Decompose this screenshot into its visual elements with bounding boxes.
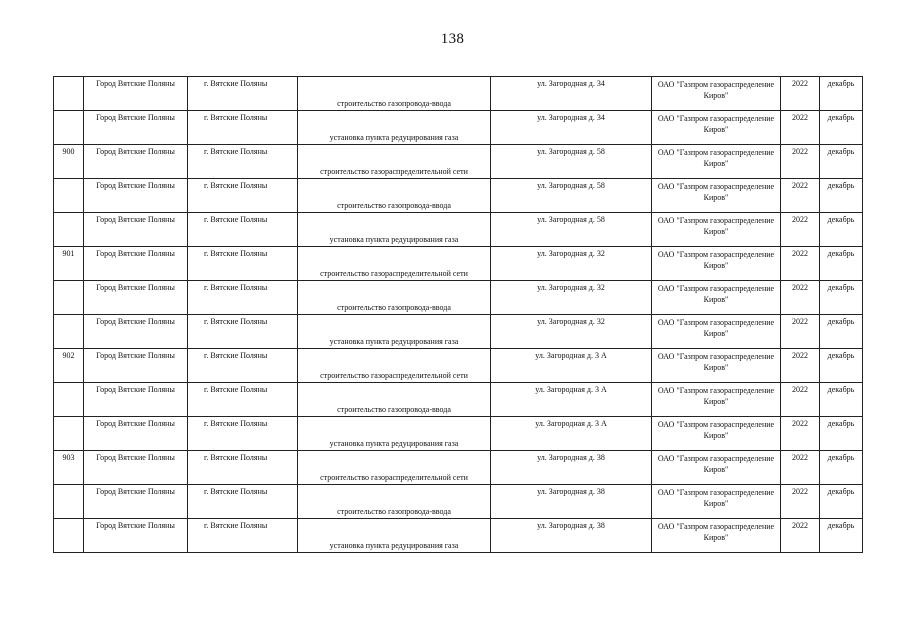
work-type-cell: [298, 383, 491, 417]
row-number-cell-text: [54, 519, 83, 521]
year-cell-text: 2022: [792, 283, 808, 292]
locality-cell-text: г. Вятские Поляны: [204, 79, 268, 88]
work-type-cell-text: строительство газораспределительной сети: [320, 167, 468, 176]
year-cell: [781, 519, 820, 553]
table-row: [54, 281, 863, 315]
address-cell-text: ул. Загородная д. 38: [537, 521, 605, 530]
table-row: [54, 77, 863, 111]
municipality-cell: [84, 349, 188, 383]
work-type-cell: [298, 417, 491, 451]
work-type-cell-text: установка пункта редуцирования газа: [329, 337, 459, 346]
address-cell-text: ул. Загородная д. 38: [537, 487, 605, 496]
address-cell: [491, 349, 652, 383]
address-cell: [491, 77, 652, 111]
work-type-cell: [298, 77, 491, 111]
work-type-cell: [298, 179, 491, 213]
municipality-cell: [84, 111, 188, 145]
organization-cell: [652, 111, 781, 145]
year-cell-text: 2022: [792, 249, 808, 258]
month-cell-text: декабрь: [827, 385, 855, 394]
row-number-cell-text: 900: [62, 147, 75, 156]
municipality-cell: [84, 281, 188, 315]
municipality-cell-text: Город Вятские Поляны: [96, 283, 175, 292]
address-cell: [491, 179, 652, 213]
month-cell-text: декабрь: [827, 181, 855, 190]
municipality-cell-text: Город Вятские Поляны: [96, 385, 175, 394]
address-cell-text: ул. Загородная д. 58: [537, 215, 605, 224]
locality-cell-text: г. Вятские Поляны: [204, 487, 268, 496]
month-cell-text: декабрь: [827, 521, 855, 530]
municipality-cell: [84, 145, 188, 179]
address-cell: [491, 111, 652, 145]
municipality-cell-text: Город Вятские Поляны: [96, 147, 175, 156]
month-cell-text: декабрь: [827, 249, 855, 258]
municipality-cell: [84, 451, 188, 485]
month-cell: [820, 179, 863, 213]
address-cell: [491, 145, 652, 179]
work-type-cell: [298, 315, 491, 349]
month-cell-text: декабрь: [827, 351, 855, 360]
organization-cell: [652, 145, 781, 179]
locality-cell-text: г. Вятские Поляны: [204, 351, 268, 360]
locality-cell: [188, 383, 298, 417]
row-number-cell: [54, 383, 84, 417]
address-cell-text: ул. Загородная д. 3 А: [535, 351, 607, 360]
organization-cell-text: ОАО "Газпром газораспределение Киров": [657, 386, 775, 406]
locality-cell: [188, 111, 298, 145]
locality-cell: [188, 519, 298, 553]
address-cell-text: ул. Загородная д. 58: [537, 147, 605, 156]
locality-cell-text: г. Вятские Поляны: [204, 385, 268, 394]
address-cell-text: ул. Загородная д. 3 А: [535, 385, 607, 394]
row-number-cell: [54, 179, 84, 213]
row-number-cell-text: [54, 383, 83, 385]
month-cell: [820, 111, 863, 145]
organization-cell: [652, 383, 781, 417]
address-cell: [491, 519, 652, 553]
locality-cell-text: г. Вятские Поляны: [204, 215, 268, 224]
locality-cell: [188, 77, 298, 111]
address-cell-text: ул. Загородная д. 32: [537, 317, 605, 326]
year-cell-text: 2022: [792, 113, 808, 122]
table-row: [54, 179, 863, 213]
year-cell-text: 2022: [792, 487, 808, 496]
address-cell: [491, 213, 652, 247]
work-type-cell-text: строительство газораспределительной сети: [320, 269, 468, 278]
row-number-cell: [54, 145, 84, 179]
row-number-cell: [54, 111, 84, 145]
address-cell-text: ул. Загородная д. 34: [537, 113, 605, 122]
municipality-cell-text: Город Вятские Поляны: [96, 113, 175, 122]
address-cell-text: ул. Загородная д. 32: [537, 249, 605, 258]
address-cell-text: ул. Загородная д. 58: [537, 181, 605, 190]
organization-cell-text: ОАО "Газпром газораспределение Киров": [657, 182, 775, 202]
month-cell: [820, 213, 863, 247]
month-cell-text: декабрь: [827, 215, 855, 224]
year-cell: [781, 383, 820, 417]
municipality-cell-text: Город Вятские Поляны: [96, 487, 175, 496]
month-cell-text: декабрь: [827, 113, 855, 122]
organization-cell-text: ОАО "Газпром газораспределение Киров": [657, 488, 775, 508]
month-cell: [820, 417, 863, 451]
year-cell: [781, 213, 820, 247]
locality-cell: [188, 145, 298, 179]
organization-cell-text: ОАО "Газпром газораспределение Киров": [657, 454, 775, 474]
year-cell-text: 2022: [792, 147, 808, 156]
year-cell: [781, 451, 820, 485]
table-row: [54, 417, 863, 451]
year-cell-text: 2022: [792, 521, 808, 530]
year-cell-text: 2022: [792, 181, 808, 190]
locality-cell-text: г. Вятские Поляны: [204, 521, 268, 530]
organization-cell: [652, 519, 781, 553]
table-row: [54, 111, 863, 145]
row-number-cell-text: [54, 417, 83, 419]
row-number-cell-text: [54, 111, 83, 113]
organization-cell-text: ОАО "Газпром газораспределение Киров": [657, 318, 775, 338]
table-row: [54, 213, 863, 247]
table-row: [54, 145, 863, 179]
year-cell: [781, 417, 820, 451]
address-cell-text: ул. Загородная д. 32: [537, 283, 605, 292]
year-cell: [781, 145, 820, 179]
organization-cell-text: ОАО "Газпром газораспределение Киров": [657, 420, 775, 440]
work-type-cell-text: строительство газораспределительной сети: [320, 473, 468, 482]
month-cell-text: декабрь: [827, 487, 855, 496]
month-cell: [820, 383, 863, 417]
row-number-cell: [54, 417, 84, 451]
locality-cell-text: г. Вятские Поляны: [204, 453, 268, 462]
works-table: [53, 76, 863, 553]
locality-cell-text: г. Вятские Поляны: [204, 317, 268, 326]
month-cell: [820, 247, 863, 281]
locality-cell: [188, 349, 298, 383]
organization-cell: [652, 247, 781, 281]
work-type-cell: [298, 485, 491, 519]
work-type-cell-text: установка пункта редуцирования газа: [329, 541, 459, 550]
year-cell-text: 2022: [792, 317, 808, 326]
organization-cell: [652, 349, 781, 383]
municipality-cell: [84, 383, 188, 417]
organization-cell-text: ОАО "Газпром газораспределение Киров": [657, 216, 775, 236]
table-body: [54, 77, 863, 553]
row-number-cell-text: 902: [62, 351, 75, 360]
organization-cell: [652, 179, 781, 213]
organization-cell: [652, 417, 781, 451]
organization-cell-text: ОАО "Газпром газораспределение Киров": [657, 522, 775, 542]
work-type-cell-text: установка пункта редуцирования газа: [329, 235, 459, 244]
locality-cell: [188, 247, 298, 281]
address-cell: [491, 247, 652, 281]
municipality-cell: [84, 519, 188, 553]
address-cell-text: ул. Загородная д. 34: [537, 79, 605, 88]
locality-cell: [188, 179, 298, 213]
year-cell: [781, 111, 820, 145]
organization-cell: [652, 315, 781, 349]
organization-cell: [652, 213, 781, 247]
year-cell: [781, 77, 820, 111]
row-number-cell-text: 903: [62, 453, 75, 462]
row-number-cell-text: [54, 179, 83, 181]
work-type-cell-text: строительство газопровода-ввода: [337, 303, 451, 312]
row-number-cell: [54, 315, 84, 349]
locality-cell: [188, 417, 298, 451]
locality-cell: [188, 281, 298, 315]
row-number-cell-text: [54, 77, 83, 79]
municipality-cell: [84, 179, 188, 213]
municipality-cell: [84, 417, 188, 451]
row-number-cell: [54, 213, 84, 247]
locality-cell: [188, 451, 298, 485]
municipality-cell-text: Город Вятские Поляны: [96, 181, 175, 190]
year-cell-text: 2022: [792, 385, 808, 394]
organization-cell-text: ОАО "Газпром газораспределение Киров": [657, 250, 775, 270]
work-type-cell-text: строительство газопровода-ввода: [337, 507, 451, 516]
municipality-cell: [84, 77, 188, 111]
municipality-cell-text: Город Вятские Поляны: [96, 453, 175, 462]
row-number-cell: [54, 247, 84, 281]
month-cell: [820, 77, 863, 111]
address-cell: [491, 417, 652, 451]
row-number-cell: [54, 485, 84, 519]
row-number-cell: [54, 519, 84, 553]
locality-cell: [188, 213, 298, 247]
month-cell: [820, 315, 863, 349]
page-number: 138: [440, 31, 465, 47]
table-row: [54, 349, 863, 383]
month-cell-text: декабрь: [827, 317, 855, 326]
locality-cell-text: г. Вятские Поляны: [204, 283, 268, 292]
month-cell: [820, 281, 863, 315]
address-cell: [491, 281, 652, 315]
locality-cell-text: г. Вятские Поляны: [204, 419, 268, 428]
row-number-cell-text: [54, 213, 83, 215]
year-cell: [781, 281, 820, 315]
year-cell-text: 2022: [792, 79, 808, 88]
month-cell-text: декабрь: [827, 453, 855, 462]
row-number-cell-text: [54, 485, 83, 487]
month-cell: [820, 451, 863, 485]
municipality-cell-text: Город Вятские Поляны: [96, 351, 175, 360]
work-type-cell: [298, 349, 491, 383]
locality-cell-text: г. Вятские Поляны: [204, 181, 268, 190]
municipality-cell-text: Город Вятские Поляны: [96, 79, 175, 88]
address-cell: [491, 383, 652, 417]
table-row: [54, 315, 863, 349]
organization-cell: [652, 77, 781, 111]
year-cell-text: 2022: [792, 453, 808, 462]
year-cell-text: 2022: [792, 419, 808, 428]
municipality-cell-text: Город Вятские Поляны: [96, 249, 175, 258]
row-number-cell-text: [54, 281, 83, 283]
year-cell: [781, 315, 820, 349]
work-type-cell-text: строительство газопровода-ввода: [337, 201, 451, 210]
work-type-cell: [298, 111, 491, 145]
year-cell: [781, 179, 820, 213]
municipality-cell: [84, 485, 188, 519]
municipality-cell-text: Город Вятские Поляны: [96, 521, 175, 530]
work-type-cell: [298, 281, 491, 315]
organization-cell-text: ОАО "Газпром газораспределение Киров": [657, 284, 775, 304]
row-number-cell: [54, 77, 84, 111]
municipality-cell-text: Город Вятские Поляны: [96, 215, 175, 224]
work-type-cell-text: строительство газораспределительной сети: [320, 371, 468, 380]
month-cell: [820, 145, 863, 179]
month-cell-text: декабрь: [827, 283, 855, 292]
work-type-cell-text: установка пункта редуцирования газа: [329, 439, 459, 448]
address-cell: [491, 315, 652, 349]
organization-cell-text: ОАО "Газпром газораспределение Киров": [657, 148, 775, 168]
year-cell: [781, 349, 820, 383]
municipality-cell: [84, 247, 188, 281]
work-type-cell: [298, 213, 491, 247]
table-row: [54, 451, 863, 485]
month-cell-text: декабрь: [827, 147, 855, 156]
organization-cell: [652, 451, 781, 485]
table-row: [54, 519, 863, 553]
address-cell-text: ул. Загородная д. 38: [537, 453, 605, 462]
municipality-cell-text: Город Вятские Поляны: [96, 419, 175, 428]
address-cell-text: ул. Загородная д. 3 А: [535, 419, 607, 428]
work-type-cell: [298, 451, 491, 485]
address-cell: [491, 451, 652, 485]
month-cell-text: декабрь: [827, 419, 855, 428]
work-type-cell-text: строительство газопровода-ввода: [337, 405, 451, 414]
organization-cell: [652, 281, 781, 315]
locality-cell-text: г. Вятские Поляны: [204, 113, 268, 122]
municipality-cell: [84, 315, 188, 349]
work-type-cell: [298, 145, 491, 179]
locality-cell: [188, 485, 298, 519]
month-cell: [820, 485, 863, 519]
year-cell-text: 2022: [792, 351, 808, 360]
locality-cell-text: г. Вятские Поляны: [204, 249, 268, 258]
month-cell: [820, 519, 863, 553]
organization-cell-text: ОАО "Газпром газораспределение Киров": [657, 80, 775, 100]
year-cell-text: 2022: [792, 215, 808, 224]
month-cell: [820, 349, 863, 383]
row-number-cell-text: [54, 315, 83, 317]
organization-cell-text: ОАО "Газпром газораспределение Киров": [657, 352, 775, 372]
locality-cell: [188, 315, 298, 349]
municipality-cell-text: Город Вятские Поляны: [96, 317, 175, 326]
work-type-cell: [298, 247, 491, 281]
work-type-cell: [298, 519, 491, 553]
organization-cell-text: ОАО "Газпром газораспределение Киров": [657, 114, 775, 134]
row-number-cell: [54, 451, 84, 485]
year-cell: [781, 247, 820, 281]
address-cell: [491, 485, 652, 519]
row-number-cell: [54, 281, 84, 315]
month-cell-text: декабрь: [827, 79, 855, 88]
year-cell: [781, 485, 820, 519]
row-number-cell: [54, 349, 84, 383]
table-row: [54, 383, 863, 417]
organization-cell: [652, 485, 781, 519]
work-type-cell-text: строительство газопровода-ввода: [337, 99, 451, 108]
locality-cell-text: г. Вятские Поляны: [204, 147, 268, 156]
row-number-cell-text: 901: [62, 249, 75, 258]
work-type-cell-text: установка пункта редуцирования газа: [329, 133, 459, 142]
table-row: [54, 485, 863, 519]
municipality-cell: [84, 213, 188, 247]
table-row: [54, 247, 863, 281]
